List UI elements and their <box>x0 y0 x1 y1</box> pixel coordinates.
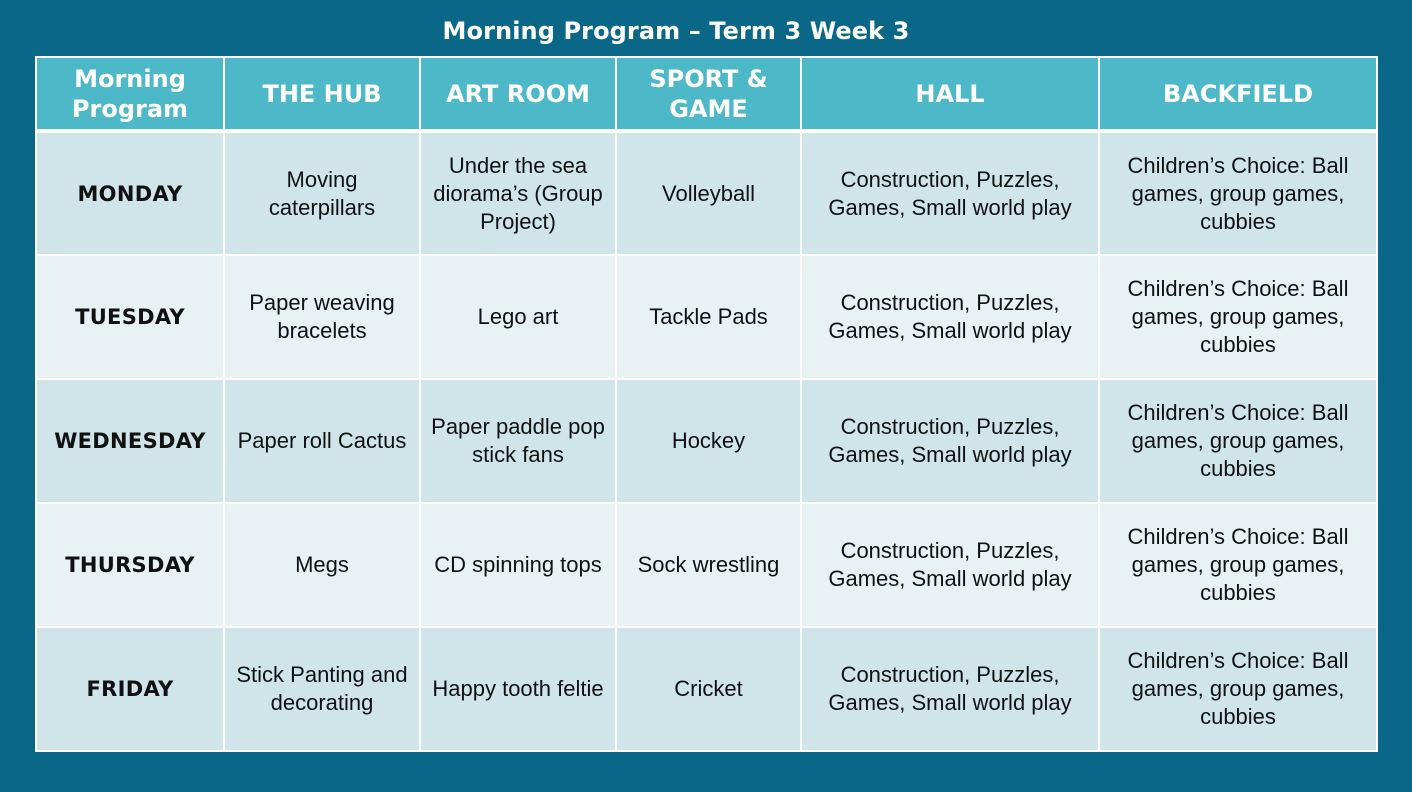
hub-cell: Megs <box>224 503 420 627</box>
column-header-art-room: ART ROOM <box>420 57 616 131</box>
sport-cell: Hockey <box>616 379 801 503</box>
art-room-cell: Happy tooth feltie <box>420 627 616 751</box>
day-cell: MONDAY <box>36 131 224 255</box>
day-cell: WEDNESDAY <box>36 379 224 503</box>
hub-cell: Paper roll Cactus <box>224 379 420 503</box>
day-cell: THURSDAY <box>36 503 224 627</box>
backfield-cell: Children’s Choice: Ball games, group games, cubbies <box>1099 503 1377 627</box>
hall-cell: Construction, Puzzles, Games, Small world play <box>801 255 1099 379</box>
hub-cell: Stick Panting and decorating <box>224 627 420 751</box>
sport-cell: Sock wrestling <box>616 503 801 627</box>
morning-program-table <box>35 56 1378 752</box>
art-room-cell: Under the sea diorama’s (Group Project) <box>420 131 616 255</box>
backfield-cell: Children’s Choice: Ball games, group games, cubbies <box>1099 255 1377 379</box>
table-row-wednesday <box>36 379 1377 503</box>
table-row-tuesday <box>36 255 1377 379</box>
sport-cell: Tackle Pads <box>616 255 801 379</box>
table-row-monday <box>36 131 1377 255</box>
art-room-cell: Paper paddle pop stick fans <box>420 379 616 503</box>
art-room-cell: CD spinning tops <box>420 503 616 627</box>
hall-cell: Construction, Puzzles, Games, Small world play <box>801 379 1099 503</box>
column-header-backfield: BACKFIELD <box>1099 57 1377 131</box>
hall-cell: Construction, Puzzles, Games, Small world play <box>801 627 1099 751</box>
column-header-sport-game: SPORT & GAME <box>616 57 801 131</box>
column-header-the-hub: THE HUB <box>224 57 420 131</box>
hub-cell: Paper weaving bracelets <box>224 255 420 379</box>
hub-cell: Moving caterpillars <box>224 131 420 255</box>
day-cell: TUESDAY <box>36 255 224 379</box>
backfield-cell: Children’s Choice: Ball games, group games, cubbies <box>1099 379 1377 503</box>
sport-cell: Volleyball <box>616 131 801 255</box>
table-row-friday <box>36 627 1377 751</box>
column-header-morning-program: Morning Program <box>36 57 224 131</box>
table-row-thursday <box>36 503 1377 627</box>
backfield-cell: Children’s Choice: Ball games, group games, cubbies <box>1099 627 1377 751</box>
column-header-hall: HALL <box>801 57 1099 131</box>
day-cell: FRIDAY <box>36 627 224 751</box>
hall-cell: Construction, Puzzles, Games, Small world play <box>801 131 1099 255</box>
hall-cell: Construction, Puzzles, Games, Small world play <box>801 503 1099 627</box>
sport-cell: Cricket <box>616 627 801 751</box>
art-room-cell: Lego art <box>420 255 616 379</box>
page-title: Morning Program – Term 3 Week 3 <box>442 17 910 45</box>
header-row <box>36 57 1377 131</box>
backfield-cell: Children’s Choice: Ball games, group games, cubbies <box>1099 131 1377 255</box>
